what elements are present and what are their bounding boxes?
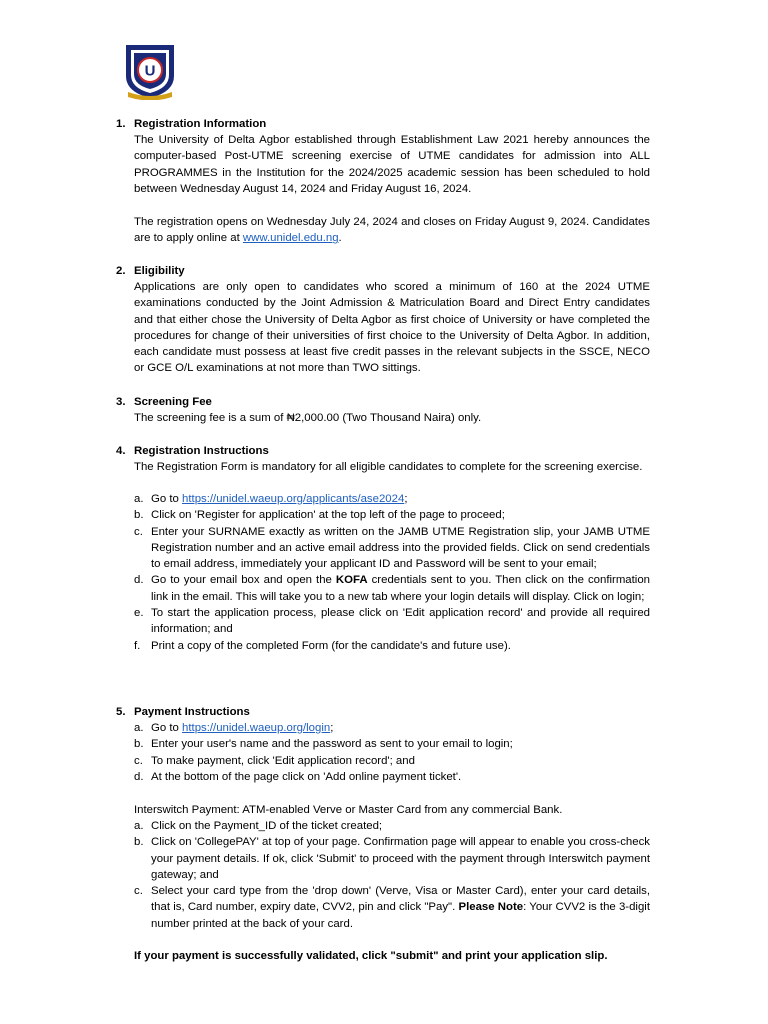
list-item	[134, 605, 650, 638]
list-item	[134, 769, 650, 785]
emblem-letter: U	[144, 62, 156, 80]
section-number: 5.	[116, 706, 126, 718]
section-number: 2.	[116, 265, 126, 277]
list-item	[134, 720, 650, 736]
text-span: To make payment, click 'Edit application record'; and	[151, 754, 415, 767]
interswitch-steps-list	[134, 818, 650, 932]
list-letter: b.	[134, 836, 144, 849]
list-letter: e.	[134, 607, 144, 620]
list-item	[134, 834, 650, 883]
list-letter: c.	[134, 885, 143, 898]
university-logo	[122, 42, 178, 100]
website-link[interactable]: www.unidel.edu.ng	[242, 232, 339, 245]
payment-steps-list	[134, 720, 650, 785]
list-letter: f.	[134, 639, 141, 652]
text-span: Enter your user's name and the password as sent to your email to login;	[151, 738, 513, 751]
text-span: At the bottom of the page click on 'Add online payment ticket'.	[151, 770, 462, 783]
list-item	[134, 491, 650, 507]
list-letter: a.	[134, 493, 144, 505]
section-heading: Payment Instructions	[134, 706, 250, 718]
section-number: 4.	[116, 445, 126, 457]
list-letter: d.	[134, 770, 144, 783]
registration-steps-list	[134, 491, 650, 654]
text-span: ;	[404, 493, 408, 505]
text-span: Select your card type from the 'drop down' (Verve, Visa or Master Card), enter your card details, that is, Card number, expiry date, CVV2, pin and click "Pay".	[151, 885, 650, 914]
list-item	[134, 883, 650, 932]
section-paragraph: Applications are only open to candidates who scored a minimum of 160 at the 2024 UTME examinations conducted by the Joint Admission & Matriculation Board and Direct Entry candidates and that either chose the University of Delta Agbor as first choice of University or have completed the procedures for change of their universities of first choice to the University of Delta Agbor. In addition, each candidate must possess at least five credit passes in the relevant subjects in the SSCE, NECO or GCE O/L examinations at not more than TWO sittings.	[134, 281, 650, 375]
login-link[interactable]: https://unidel.waeup.org/login	[182, 722, 331, 734]
text-span: : Your CVV2 is the 3-digit number printed at the back of your card.	[151, 901, 650, 930]
section-paragraph: The Registration Form is mandatory for all eligible candidates to complete for the screening exercise.	[134, 461, 643, 473]
list-item	[134, 524, 650, 573]
section-number: 3.	[116, 396, 126, 408]
section-paragraph: The screening fee is a sum of ₦2,000.00 (Two Thousand Naira) only.	[134, 412, 482, 424]
text-span: Go to your email box and open the	[151, 574, 336, 587]
list-letter: c.	[134, 754, 143, 767]
applicants-portal-link[interactable]: https://unidel.waeup.org/applicants/ase2024	[182, 493, 405, 505]
list-item	[134, 507, 650, 523]
text-span: Click on 'CollegePAY' at top of your page. Confirmation page will appear to enable you cross-check your payment details. If ok, click 'Submit' to proceed with the payment through Interswitch payment gateway; and	[151, 836, 650, 881]
section-number: 1.	[116, 118, 126, 130]
list-letter: c.	[134, 525, 143, 538]
text-span: ;	[330, 722, 334, 734]
list-letter: a.	[134, 820, 144, 832]
list-item	[134, 736, 650, 752]
list-letter: b.	[134, 738, 144, 751]
list-item	[134, 638, 650, 654]
section-heading: Eligibility	[134, 265, 185, 277]
text-span: Click on the Payment_ID of the ticket created;	[151, 820, 383, 832]
list-letter: d.	[134, 574, 144, 587]
text-span: .	[338, 232, 342, 245]
section-paragraph: The University of Delta Agbor established through Establishment Law 2021 hereby announces the computer-based Post-UTME screening exercise of UTME candidates for admission into ALL PROGRAMMES in the Institution for the 2024/2025 academic session has been scheduled to hold between Wednesday August 14, 2024 and Friday August 16, 2024.	[134, 134, 650, 195]
list-letter: a.	[134, 722, 144, 734]
text-span: Go to	[151, 722, 183, 734]
section-paragraph	[134, 214, 650, 247]
text-span: The registration opens on Wednesday July 24, 2024 and closes on Friday August 9, 2024. Candidates are to apply online at	[134, 216, 650, 245]
text-span: Enter your SURNAME exactly as written on the JAMB UTME Registration slip, your JAMB UTME Registration number and an active email address into the provided fields. Click on send credentials to email address, immediately your applicant ID and Password will be sent to your email;	[151, 525, 650, 571]
text-span: Click on 'Register for application' at the top left of the page to proceed;	[151, 509, 505, 522]
section-heading: Registration Information	[134, 118, 267, 130]
interswitch-intro: Interswitch Payment: ATM-enabled Verve or Master Card from any commercial Bank.	[134, 804, 563, 816]
text-span: Go to	[151, 493, 183, 505]
text-span: Print a copy of the completed Form (for the candidate's and future use).	[151, 639, 511, 652]
bold-text: KOFA	[335, 574, 368, 587]
final-note: If your payment is successfully validated, click "submit" and print your application slip.	[134, 950, 608, 962]
bold-text: Please Note	[458, 901, 524, 914]
list-item	[134, 572, 650, 605]
list-letter: b.	[134, 509, 144, 522]
section-heading: Registration Instructions	[134, 445, 269, 457]
list-item	[134, 818, 650, 834]
list-item	[134, 753, 650, 769]
section-heading: Screening Fee	[134, 396, 212, 408]
text-span: credentials sent to you. Then click on the confirmation link in the email. This will take you to a new tab where your login details will display. Click on login;	[151, 574, 651, 603]
text-span: To start the application process, please click on 'Edit application record' and provide all required information; and	[151, 607, 650, 636]
